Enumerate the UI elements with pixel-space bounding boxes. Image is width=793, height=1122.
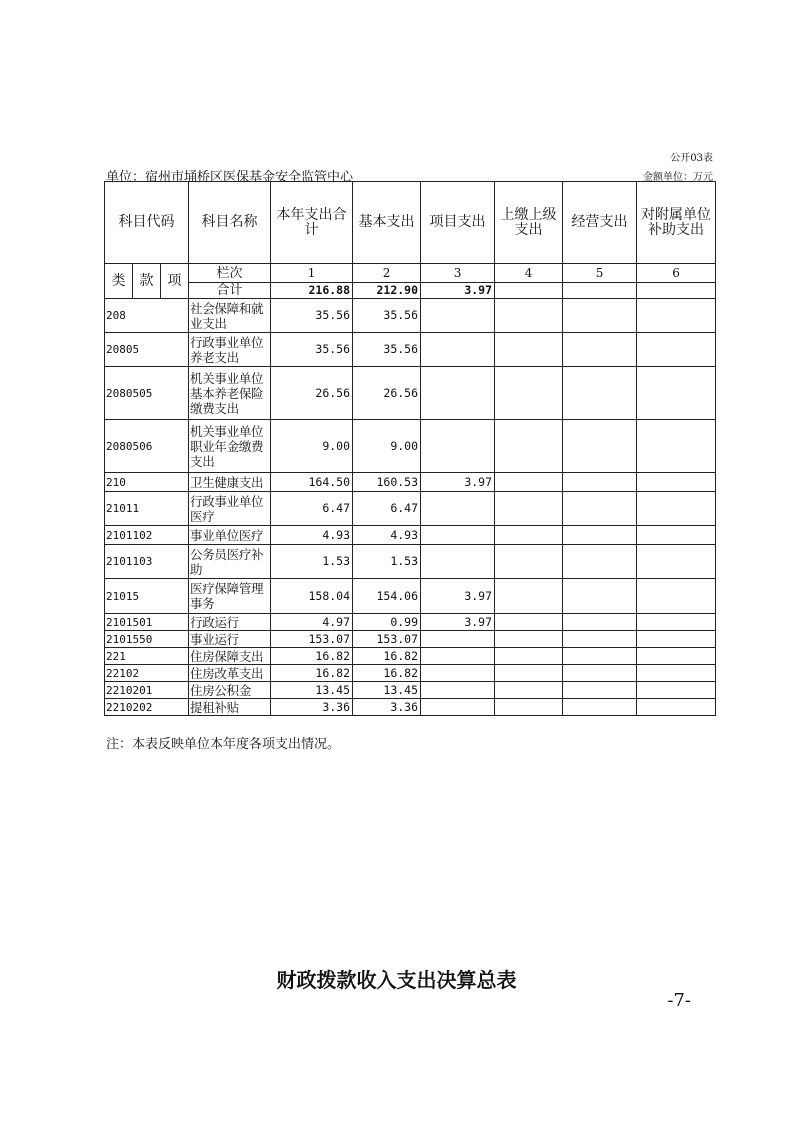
row-total: 35.56 [271,299,353,333]
header-lei: 类 [105,264,133,299]
row-subsidy [637,665,716,682]
row-business [563,631,637,648]
row-code: 21011 [105,492,189,526]
row-basic: 13.45 [353,682,421,699]
table-row [105,614,716,631]
row-business [563,473,637,492]
row-basic: 35.56 [353,333,421,367]
row-subsidy [637,631,716,648]
table-row [105,473,716,492]
row-code: 21015 [105,579,189,614]
header-name: 科目名称 [189,182,271,264]
row-upper [495,299,563,333]
row-code: 20805 [105,333,189,367]
row-basic: 9.00 [353,420,421,473]
table-row [105,648,716,665]
expenditure-table [104,181,716,716]
row-name: 社会保障和就业支出 [189,299,271,333]
table-note: 注：本表反映单位本年度各项支出情况。 [106,737,341,752]
row-subsidy [637,579,716,614]
row-upper [495,526,563,545]
table-row [105,699,716,716]
row-total: 164.50 [271,473,353,492]
row-project [421,333,495,367]
header-xiang: 项 [161,264,189,299]
row-total: 3.36 [271,699,353,716]
table-row [105,545,716,579]
row-name: 机关事业单位职业年金缴费支出 [189,420,271,473]
header-kuan: 款 [133,264,161,299]
row-name: 行政事业单位医疗 [189,492,271,526]
table-row [105,367,716,420]
row-code: 2101103 [105,545,189,579]
header-code: 科目代码 [105,182,189,264]
row-project [421,367,495,420]
header-basic: 基本支出 [353,182,421,264]
row-name: 机关事业单位基本养老保险缴费支出 [189,367,271,420]
row-business [563,420,637,473]
row-code: 2080505 [105,367,189,420]
header-business: 经营支出 [563,182,637,264]
row-upper [495,665,563,682]
row-business [563,614,637,631]
row-code: 2080506 [105,420,189,473]
row-upper [495,420,563,473]
row-basic: 35.56 [353,299,421,333]
row-code: 221 [105,648,189,665]
row-upper [495,333,563,367]
col-index-6: 6 [637,264,716,283]
row-code: 208 [105,299,189,333]
row-business [563,665,637,682]
total-upper [495,283,563,299]
table-row [105,526,716,545]
row-basic: 3.36 [353,699,421,716]
table-row [105,333,716,367]
row-subsidy [637,614,716,631]
row-name: 卫生健康支出 [189,473,271,492]
row-upper [495,682,563,699]
col-index-4: 4 [495,264,563,283]
row-business [563,648,637,665]
header-lanci: 栏次 [189,264,271,283]
row-code: 2101501 [105,614,189,631]
row-code: 2101102 [105,526,189,545]
row-name: 住房保障支出 [189,648,271,665]
row-total: 4.93 [271,526,353,545]
header-project: 项目支出 [421,182,495,264]
row-code: 22102 [105,665,189,682]
row-project [421,682,495,699]
row-business [563,682,637,699]
row-basic: 16.82 [353,648,421,665]
header-row [105,182,716,264]
table-row [105,492,716,526]
total-subsidy [637,283,716,299]
row-total: 1.53 [271,545,353,579]
row-project: 3.97 [421,614,495,631]
row-subsidy [637,648,716,665]
row-subsidy [637,545,716,579]
row-name: 提租补贴 [189,699,271,716]
row-total: 13.45 [271,682,353,699]
row-project: 3.97 [421,473,495,492]
row-business [563,333,637,367]
row-project [421,699,495,716]
row-business [563,492,637,526]
header-total: 本年支出合计 [271,182,353,264]
row-subsidy [637,682,716,699]
col-index-2: 2 [353,264,421,283]
row-name: 行政事业单位养老支出 [189,333,271,367]
col-index-5: 5 [563,264,637,283]
row-upper [495,648,563,665]
row-upper [495,492,563,526]
row-business [563,367,637,420]
col-index-3: 3 [421,264,495,283]
row-name: 住房改革支出 [189,665,271,682]
row-business [563,526,637,545]
table-row [105,579,716,614]
row-name: 行政运行 [189,614,271,631]
col-index-1: 1 [271,264,353,283]
row-code: 2210201 [105,682,189,699]
row-basic: 0.99 [353,614,421,631]
table-row [105,682,716,699]
row-subsidy [637,299,716,333]
money-unit: 金额单位：万元 [643,172,713,183]
row-name: 住房公积金 [189,682,271,699]
row-upper [495,545,563,579]
total-basic: 212.90 [353,283,421,299]
row-total: 6.47 [271,492,353,526]
total-project: 3.97 [421,283,495,299]
next-table-title: 财政拨款收入支出决算总表 [276,968,517,992]
row-basic: 153.07 [353,631,421,648]
row-project [421,299,495,333]
row-basic: 1.53 [353,545,421,579]
row-basic: 26.56 [353,367,421,420]
row-name: 事业运行 [189,631,271,648]
header-upper: 上缴上级支出 [495,182,563,264]
table-row [105,299,716,333]
row-business [563,545,637,579]
row-business [563,299,637,333]
form-code: 公开03表 [670,153,713,164]
row-project [421,545,495,579]
row-upper [495,614,563,631]
row-upper [495,699,563,716]
row-total: 26.56 [271,367,353,420]
row-project [421,648,495,665]
row-total: 9.00 [271,420,353,473]
row-upper [495,367,563,420]
row-code: 2210202 [105,699,189,716]
row-subsidy [637,333,716,367]
row-project [421,492,495,526]
row-total: 16.82 [271,665,353,682]
total-total: 216.88 [271,283,353,299]
row-total: 35.56 [271,333,353,367]
row-total: 153.07 [271,631,353,648]
row-total: 158.04 [271,579,353,614]
row-name: 事业单位医疗 [189,526,271,545]
total-label: 合计 [189,283,271,299]
row-subsidy [637,420,716,473]
row-upper [495,473,563,492]
row-upper [495,631,563,648]
row-code: 210 [105,473,189,492]
row-upper [495,579,563,614]
row-project [421,420,495,473]
row-subsidy [637,492,716,526]
row-basic: 6.47 [353,492,421,526]
row-project [421,526,495,545]
row-subsidy [637,367,716,420]
table-row [105,631,716,648]
total-business [563,283,637,299]
table-row [105,420,716,473]
row-business [563,579,637,614]
row-basic: 154.06 [353,579,421,614]
row-code: 2101550 [105,631,189,648]
row-basic: 160.53 [353,473,421,492]
row-project [421,631,495,648]
row-project [421,665,495,682]
table-row [105,665,716,682]
row-basic: 16.82 [353,665,421,682]
row-basic: 4.93 [353,526,421,545]
row-subsidy [637,526,716,545]
row-subsidy [637,699,716,716]
row-name: 医疗保障管理事务 [189,579,271,614]
header-subsidy: 对附属单位补助支出 [637,182,716,264]
page-number: -7- [667,990,691,1011]
row-total: 4.97 [271,614,353,631]
unit-label: 单位：宿州市埇桥区医保基金安全监管中心 [106,170,354,185]
row-name: 公务员医疗补助 [189,545,271,579]
row-total: 16.82 [271,648,353,665]
row-business [563,699,637,716]
column-index-row [105,264,716,283]
row-subsidy [637,473,716,492]
total-row [105,283,716,299]
row-project: 3.97 [421,579,495,614]
